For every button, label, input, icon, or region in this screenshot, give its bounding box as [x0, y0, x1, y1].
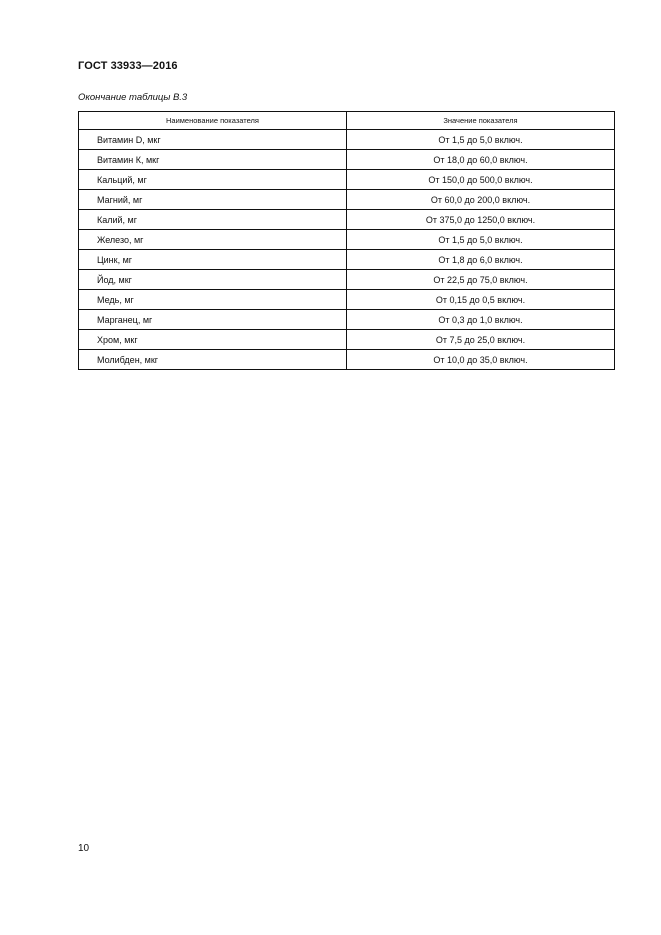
- indicator-name: Витамин К, мкг: [79, 150, 347, 170]
- table-row: [79, 230, 615, 250]
- indicator-name: Цинк, мг: [79, 250, 347, 270]
- indicator-name: Хром, мкг: [79, 330, 347, 350]
- column-header-indicator-name: Наименование показателя: [79, 112, 347, 130]
- table-row: [79, 130, 615, 150]
- column-header-indicator-value: Значение показателя: [347, 112, 615, 130]
- document-header: ГОСТ 33933—2016: [78, 60, 178, 72]
- table-row: [79, 250, 615, 270]
- table-caption: Окончание таблицы В.3: [78, 92, 188, 103]
- table-row: [79, 330, 615, 350]
- indicator-name: Магний, мг: [79, 190, 347, 210]
- table-row: [79, 210, 615, 230]
- table-row: [79, 270, 615, 290]
- table-row: [79, 310, 615, 330]
- table-row: [79, 170, 615, 190]
- table-row: [79, 150, 615, 170]
- indicator-value: От 10,0 до 35,0 включ.: [347, 350, 615, 370]
- indicator-value: От 1,5 до 5,0 включ.: [347, 230, 615, 250]
- table-row: [79, 290, 615, 310]
- indicator-value: От 22,5 до 75,0 включ.: [347, 270, 615, 290]
- indicator-value: От 18,0 до 60,0 включ.: [347, 150, 615, 170]
- indicator-name: Кальций, мг: [79, 170, 347, 190]
- indicator-value: От 375,0 до 1250,0 включ.: [347, 210, 615, 230]
- indicator-name: Молибден, мкг: [79, 350, 347, 370]
- indicator-value: От 150,0 до 500,0 включ.: [347, 170, 615, 190]
- table-row: [79, 350, 615, 370]
- indicator-name: Йод, мкг: [79, 270, 347, 290]
- indicator-value: От 0,15 до 0,5 включ.: [347, 290, 615, 310]
- indicator-value: От 0,3 до 1,0 включ.: [347, 310, 615, 330]
- page-number: 10: [78, 843, 90, 854]
- indicator-name: Медь, мг: [79, 290, 347, 310]
- indicator-name: Марганец, мг: [79, 310, 347, 330]
- indicator-value: От 1,5 до 5,0 включ.: [347, 130, 615, 150]
- indicator-name: Витамин D, мкг: [79, 130, 347, 150]
- indicator-value: От 7,5 до 25,0 включ.: [347, 330, 615, 350]
- indicator-name: Железо, мг: [79, 230, 347, 250]
- table-row: [79, 190, 615, 210]
- indicator-name: Калий, мг: [79, 210, 347, 230]
- indicator-value: От 60,0 до 200,0 включ.: [347, 190, 615, 210]
- indicator-value: От 1,8 до 6,0 включ.: [347, 250, 615, 270]
- indicators-table: [78, 111, 615, 370]
- table-header-row: [79, 112, 615, 130]
